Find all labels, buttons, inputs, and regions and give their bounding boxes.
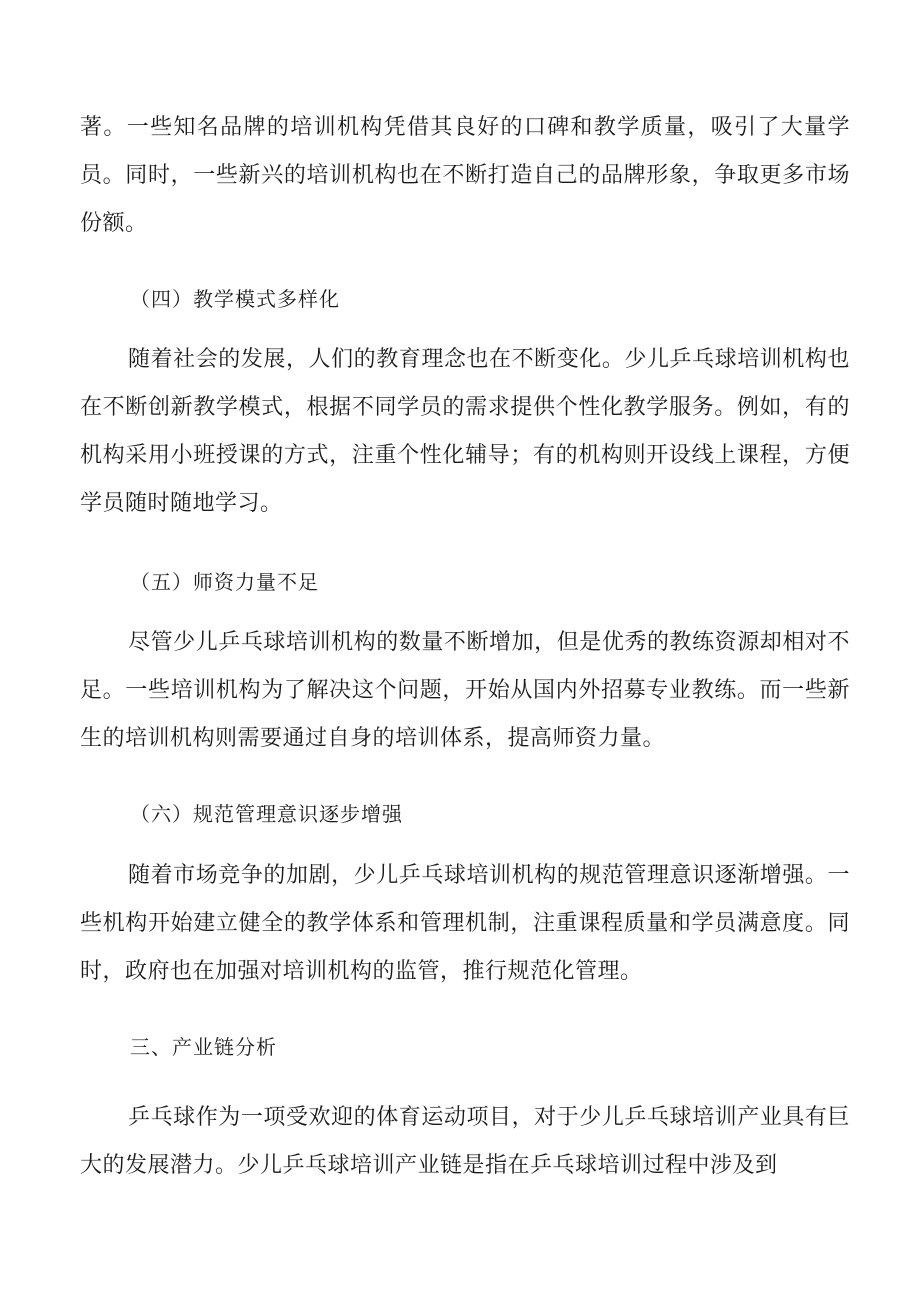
- section-heading-management: （六）规范管理意识逐步增强: [130, 802, 403, 826]
- paragraph-management: 随着市场竞争的加剧，少儿乒乓球培训机构的规范管理意识逐渐增强。一些机构开始建立健全的教学体系和管理机制，注重课程质量和学员满意度。同时，政府也在加强对培训机构的监管，推行规范化管理。: [80, 863, 850, 984]
- paragraph-industry-chain: 乒乓球作为一项受欢迎的体育运动项目，对于少儿乒乓球培训产业具有巨大的发展潜力。少儿乒乓球培训产业链是指在乒乓球培训过程中涉及到: [80, 1105, 850, 1178]
- paragraph-brand-effect: 著。一些知名品牌的培训机构凭借其良好的口碑和教学质量，吸引了大量学员。同时，一些新兴的培训机构也在不断打造自己的品牌形象，争取更多市场份额。: [80, 115, 850, 236]
- section-heading-teaching-modes: （四）教学模式多样化: [130, 287, 340, 311]
- paragraph-teacher-shortage: 尽管少儿乒乓球培训机构的数量不断增加，但是优秀的教练资源却相对不足。一些培训机构为了解决这个问题，开始从国内外招募专业教练。而一些新生的培训机构则需要通过自身的培训体系，提高师资力量。: [80, 630, 850, 751]
- section-heading-teacher-shortage: （五）师资力量不足: [130, 570, 319, 594]
- chapter-heading-industry-chain: 三、产业链分析: [130, 1035, 277, 1059]
- paragraph-teaching-modes: 随着社会的发展，人们的教育理念也在不断变化。少儿乒乓球培训机构也在不断创新教学模式，根据不同学员的需求提供个性化教学服务。例如，有的机构采用小班授课的方式，注重个性化辅导；有的机构则开设线上课程，方便学员随时随地学习。: [80, 347, 850, 516]
